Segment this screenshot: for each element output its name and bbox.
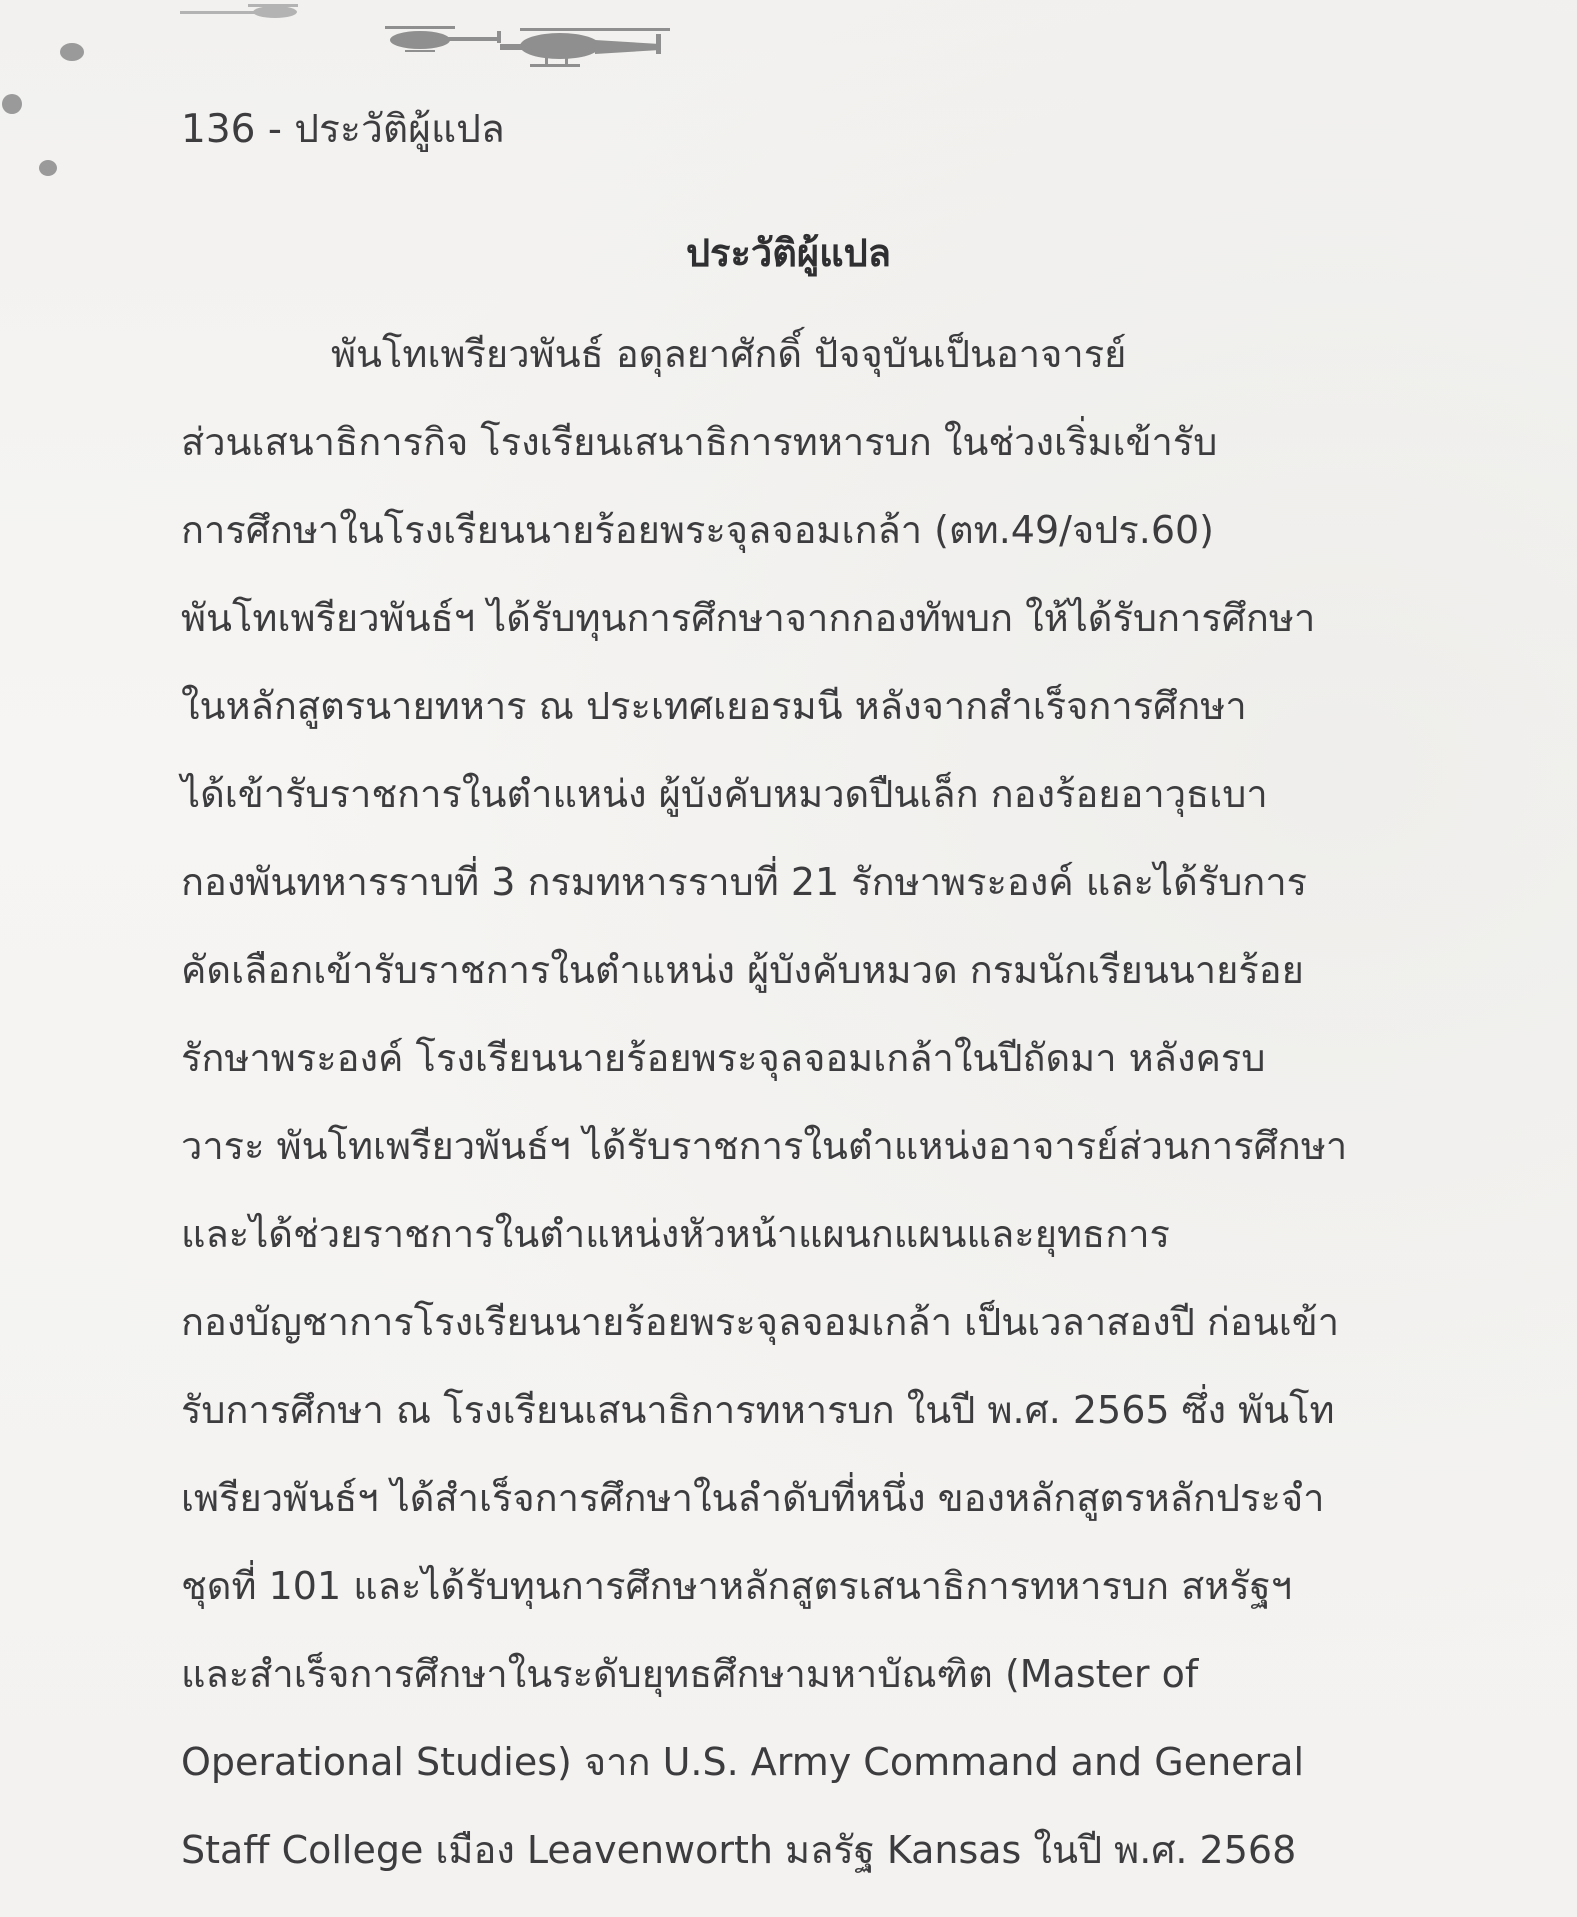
body-line: พันโทเพรียวพันธ์ อดุลยาศักดิ์ ปัจจุบันเป็นอาจารย์ [331, 332, 1127, 376]
body-line: พันโทเพรียวพันธ์ฯ ได้รับทุนการศึกษาจากกองทัพบก ให้ได้รับการศึกษา [181, 596, 1316, 640]
body-line: ในหลักสูตรนายทหาร ณ ประเทศเยอรมนี หลังจากสำเร็จการศึกษา [181, 684, 1247, 728]
body-line: รักษาพระองค์ โรงเรียนนายร้อยพระจุลจอมเกล้าในปีถัดมา หลังครบ [181, 1036, 1266, 1080]
ink-spot-icon [2, 94, 22, 114]
body-line: ส่วนเสนาธิการกิจ โรงเรียนเสนาธิการทหารบก ในช่วงเริ่มเข้ารับ [181, 420, 1218, 464]
ink-spot-icon [39, 160, 57, 176]
body-line: วาระ พันโทเพรียวพันธ์ฯ ได้รับราชการในตำแหน่งอาจารย์ส่วนการศึกษา [181, 1124, 1348, 1168]
body-line: และสำเร็จการศึกษาในระดับยุทธศึกษามหาบัณฑิต (Master of [181, 1652, 1199, 1696]
body-line: การศึกษาในโรงเรียนนายร้อยพระจุลจอมเกล้า (ตท.49/จปร.60) [181, 508, 1214, 552]
body-line: ได้เข้ารับราชการในตำแหน่ง ผู้บังคับหมวดปืนเล็ก กองร้อยอาวุธเบา [181, 772, 1268, 816]
body-line: เพรียวพันธ์ฯ ได้สำเร็จการศึกษาในลำดับที่หนึ่ง ของหลักสูตรหลักประจำ [181, 1476, 1325, 1520]
body-line: คัดเลือกเข้ารับราชการในตำแหน่ง ผู้บังคับหมวด กรมนักเรียนนายร้อย [181, 948, 1304, 992]
body-line: ชุดที่ 101 และได้รับทุนการศึกษาหลักสูตรเสนาธิการทหารบก สหรัฐฯ [181, 1564, 1293, 1608]
section-title: ประวัติผู้แปล [685, 231, 892, 275]
ink-spot-icon [60, 43, 84, 61]
helicopter-icon [500, 28, 670, 67]
running-header: 136 - ประวัติผู้แปล [181, 107, 505, 152]
body-line: รับการศึกษา ณ โรงเรียนเสนาธิการทหารบก ในปี พ.ศ. 2565 ซึ่ง พันโท [181, 1388, 1335, 1432]
body-line: Staff College เมือง Leavenworth มลรัฐ Kansas ในปี พ.ศ. 2568 [181, 1828, 1297, 1872]
body-line: กองบัญชาการโรงเรียนนายร้อยพระจุลจอมเกล้า เป็นเวลาสองปี ก่อนเข้า [181, 1300, 1340, 1344]
helicopter-decoration [0, 0, 760, 200]
body-line: กองพันทหารราบที่ 3 กรมทหารราบที่ 21 รักษาพระองค์ และได้รับการ [181, 860, 1308, 904]
body-paragraph [181, 310, 1441, 1894]
helicopter-icon [385, 26, 501, 52]
body-line: และได้ช่วยราชการในตำแหน่งหัวหน้าแผนกแผนและยุทธการ [181, 1212, 1170, 1256]
body-line: Operational Studies) จาก U.S. Army Command and General [181, 1740, 1305, 1784]
helicopter-icon [180, 4, 298, 18]
